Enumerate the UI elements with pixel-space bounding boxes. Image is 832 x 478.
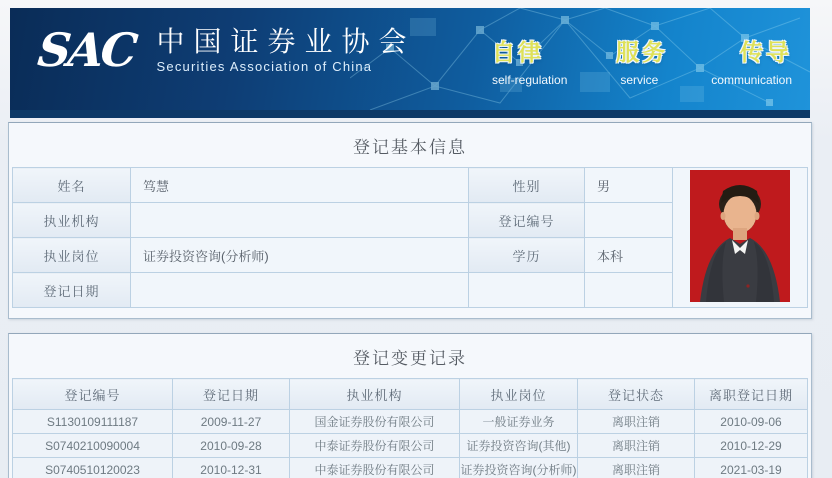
edu-label: 学历 [469,238,585,273]
name-label: 姓名 [13,168,131,203]
slogan-communication-en: communication [711,73,792,87]
org-value [131,203,469,238]
table-row [13,434,808,458]
basic-info-title: 登记基本信息 [353,138,467,157]
empty-cell [585,273,673,308]
table-row [13,410,808,434]
cell-reg-date: 2009-11-27 [173,410,290,434]
cell-status: 离职注销 [578,410,695,434]
header-banner [10,8,810,118]
col-reg-date: 登记日期 [173,379,290,410]
change-records-table [12,378,808,478]
regdate-value [131,273,469,308]
gender-label: 性别 [469,168,585,203]
table-header-row [13,379,808,410]
basic-info-section [8,122,812,319]
regdate-label: 登记日期 [13,273,131,308]
empty-cell [469,273,585,308]
cell-post: 证券投资咨询(分析师) [460,458,578,478]
cell-org: 中泰证券股份有限公司 [290,458,460,478]
cell-reg-date: 2010-12-31 [173,458,290,478]
cell-reg-number: S0740510120023 [13,458,173,478]
edu-value: 本科 [585,238,673,273]
sac-logo: SAC [35,23,138,78]
slogan-communication-cn: 传导 [740,39,792,65]
col-post: 执业岗位 [460,379,578,410]
cell-reg-date: 2010-09-28 [173,434,290,458]
cell-status: 离职注销 [578,434,695,458]
slogan-self-regulation-en: self-regulation [492,73,568,87]
slogan-service-en: service [620,73,659,87]
cell-status: 离职注销 [578,458,695,478]
col-reg-number: 登记编号 [13,379,173,410]
photo-cell [673,168,808,308]
cell-reg-number: S0740210090004 [13,434,173,458]
col-org: 执业机构 [290,379,460,410]
regno-value [585,203,673,238]
association-title-cn: 中国证券业协会 [156,26,416,57]
col-leave-date: 离职登记日期 [695,379,808,410]
basic-info-table [12,167,808,308]
table-row [13,168,808,203]
id-photo [690,170,790,302]
cell-org: 国金证券股份有限公司 [290,410,460,434]
gender-value: 男 [585,168,673,203]
cell-leave-date: 2010-09-06 [695,410,808,434]
slogan-block [492,34,792,87]
slogan-service-cn: 服务 [616,39,668,65]
regno-label: 登记编号 [469,203,585,238]
post-label: 执业岗位 [13,238,131,273]
brand-block [35,23,416,78]
change-records-section [8,333,812,478]
org-label: 执业机构 [13,203,131,238]
col-status: 登记状态 [578,379,695,410]
cell-post: 一般证券业务 [460,410,578,434]
association-title-en: Securities Association of China [156,59,373,75]
cell-org: 中泰证券股份有限公司 [290,434,460,458]
cell-leave-date: 2021-03-19 [695,458,808,478]
slogan-self-regulation-cn: 自律 [492,39,544,65]
name-value: 笃慧 [131,168,469,203]
cell-post: 证券投资咨询(其他) [460,434,578,458]
cell-leave-date: 2010-12-29 [695,434,808,458]
post-value: 证券投资咨询(分析师) [131,238,469,273]
table-row [13,458,808,478]
cell-reg-number: S1130109111187 [13,410,173,434]
change-records-title: 登记变更记录 [353,349,467,368]
